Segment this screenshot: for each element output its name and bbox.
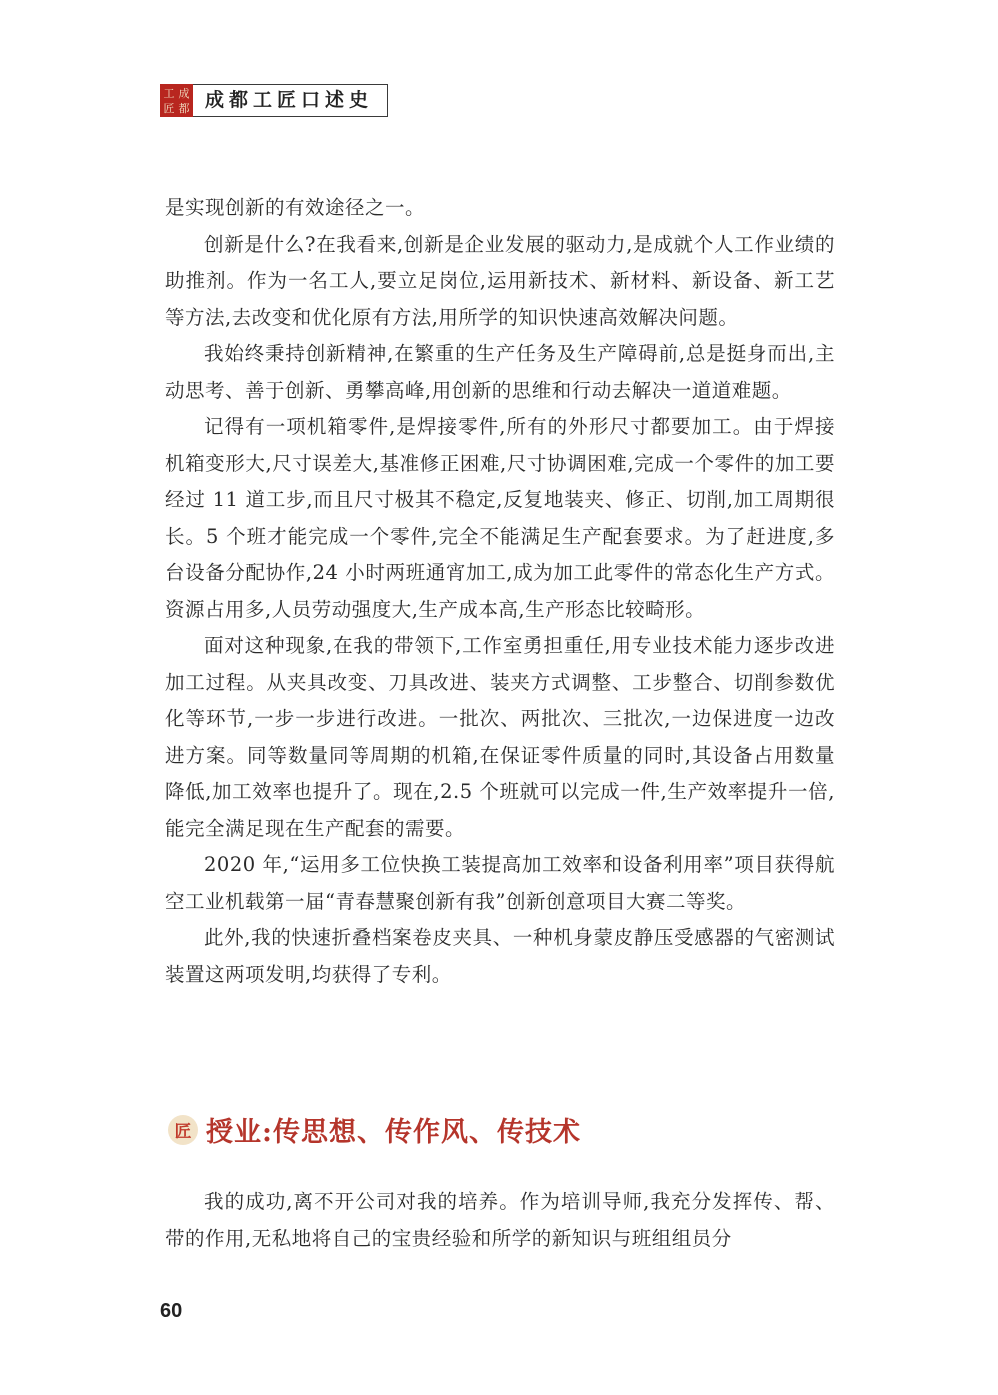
seal-char: 匠 [163, 101, 175, 115]
section-heading [168, 1110, 581, 1149]
paragraph: 我的成功,离不开公司对我的培养。作为培训导师,我充分发挥传、帮、带的作用,无私地将自己的宝贵经验和所学的新知识与班组组员分 [165, 1190, 835, 1250]
seal-char: 工 [163, 86, 175, 100]
paragraph: 2020 年,“运用多工位快换工装提高加工效率和设备利用率”项目获得航空工业机载第一届“青春慧聚创新有我”创新创意项目大赛二等奖。 [165, 853, 835, 913]
paragraph: 此外,我的快速折叠档案卷皮夹具、一种机身蒙皮静压受感器的气密测试装置这两项发明,均获得了专利。 [165, 926, 835, 986]
seal-char: 都 [178, 101, 190, 115]
section-title: 授业:传思想、传作风、传技术 [206, 1117, 581, 1148]
paragraph: 记得有一项机箱零件,是焊接零件,所有的外形尺寸都要加工。由于焊接机箱变形大,尺寸误差大,基准修正困难,尺寸协调困难,完成一个零件的加工要经过 11 道工步,而且尺寸极其不稳定,反复地装夹、修正、切削,加工周期很长。5 个班才能完成一个零件,完全不能满足生产配套要求。为了赶进度,多台设备分配协作,24 小时两班通宵加工,成为加工此零件的常态化生产方式。资源占用多,人员劳动强度大,生产成本高,生产形态比较畸形。 [165, 415, 835, 621]
page-number: 60 [160, 1300, 183, 1322]
paragraph: 是实现创新的有效途径之一。 [165, 196, 426, 219]
running-header [160, 84, 388, 118]
seal-logo [160, 84, 193, 117]
book-title: 成都工匠口述史 [193, 84, 388, 117]
paragraph: 面对这种现象,在我的带领下,工作室勇担重任,用专业技术能力逐步改进加工过程。从夹具改变、刀具改进、装夹方式调整、工步整合、切削参数优化等环节,一步一步进行改进。一批次、两批次、三批次,一边保进度一边改进方案。同等数量同等周期的机箱,在保证零件质量的同时,其设备占用数量降低,加工效率也提升了。现在,2.5 个班就可以完成一件,生产效率提升一倍,能完全满足现在生产配套的需要。 [165, 634, 835, 840]
body-text [165, 190, 835, 993]
section-body-text [165, 1184, 835, 1257]
seal-char: 成 [178, 86, 190, 100]
paragraph: 我始终秉持创新精神,在繁重的生产任务及生产障碍前,总是挺身而出,主动思考、善于创新、勇攀高峰,用创新的思维和行动去解决一道道难题。 [165, 342, 835, 402]
paragraph: 创新是什么?在我看来,创新是企业发展的驱动力,是成就个人工作业绩的助推剂。作为一名工人,要立足岗位,运用新技术、新材料、新设备、新工艺等方法,去改变和优化原有方法,用所学的知识快速高效解决问题。 [165, 232, 835, 329]
craftsman-icon: 匠 [168, 1115, 198, 1145]
